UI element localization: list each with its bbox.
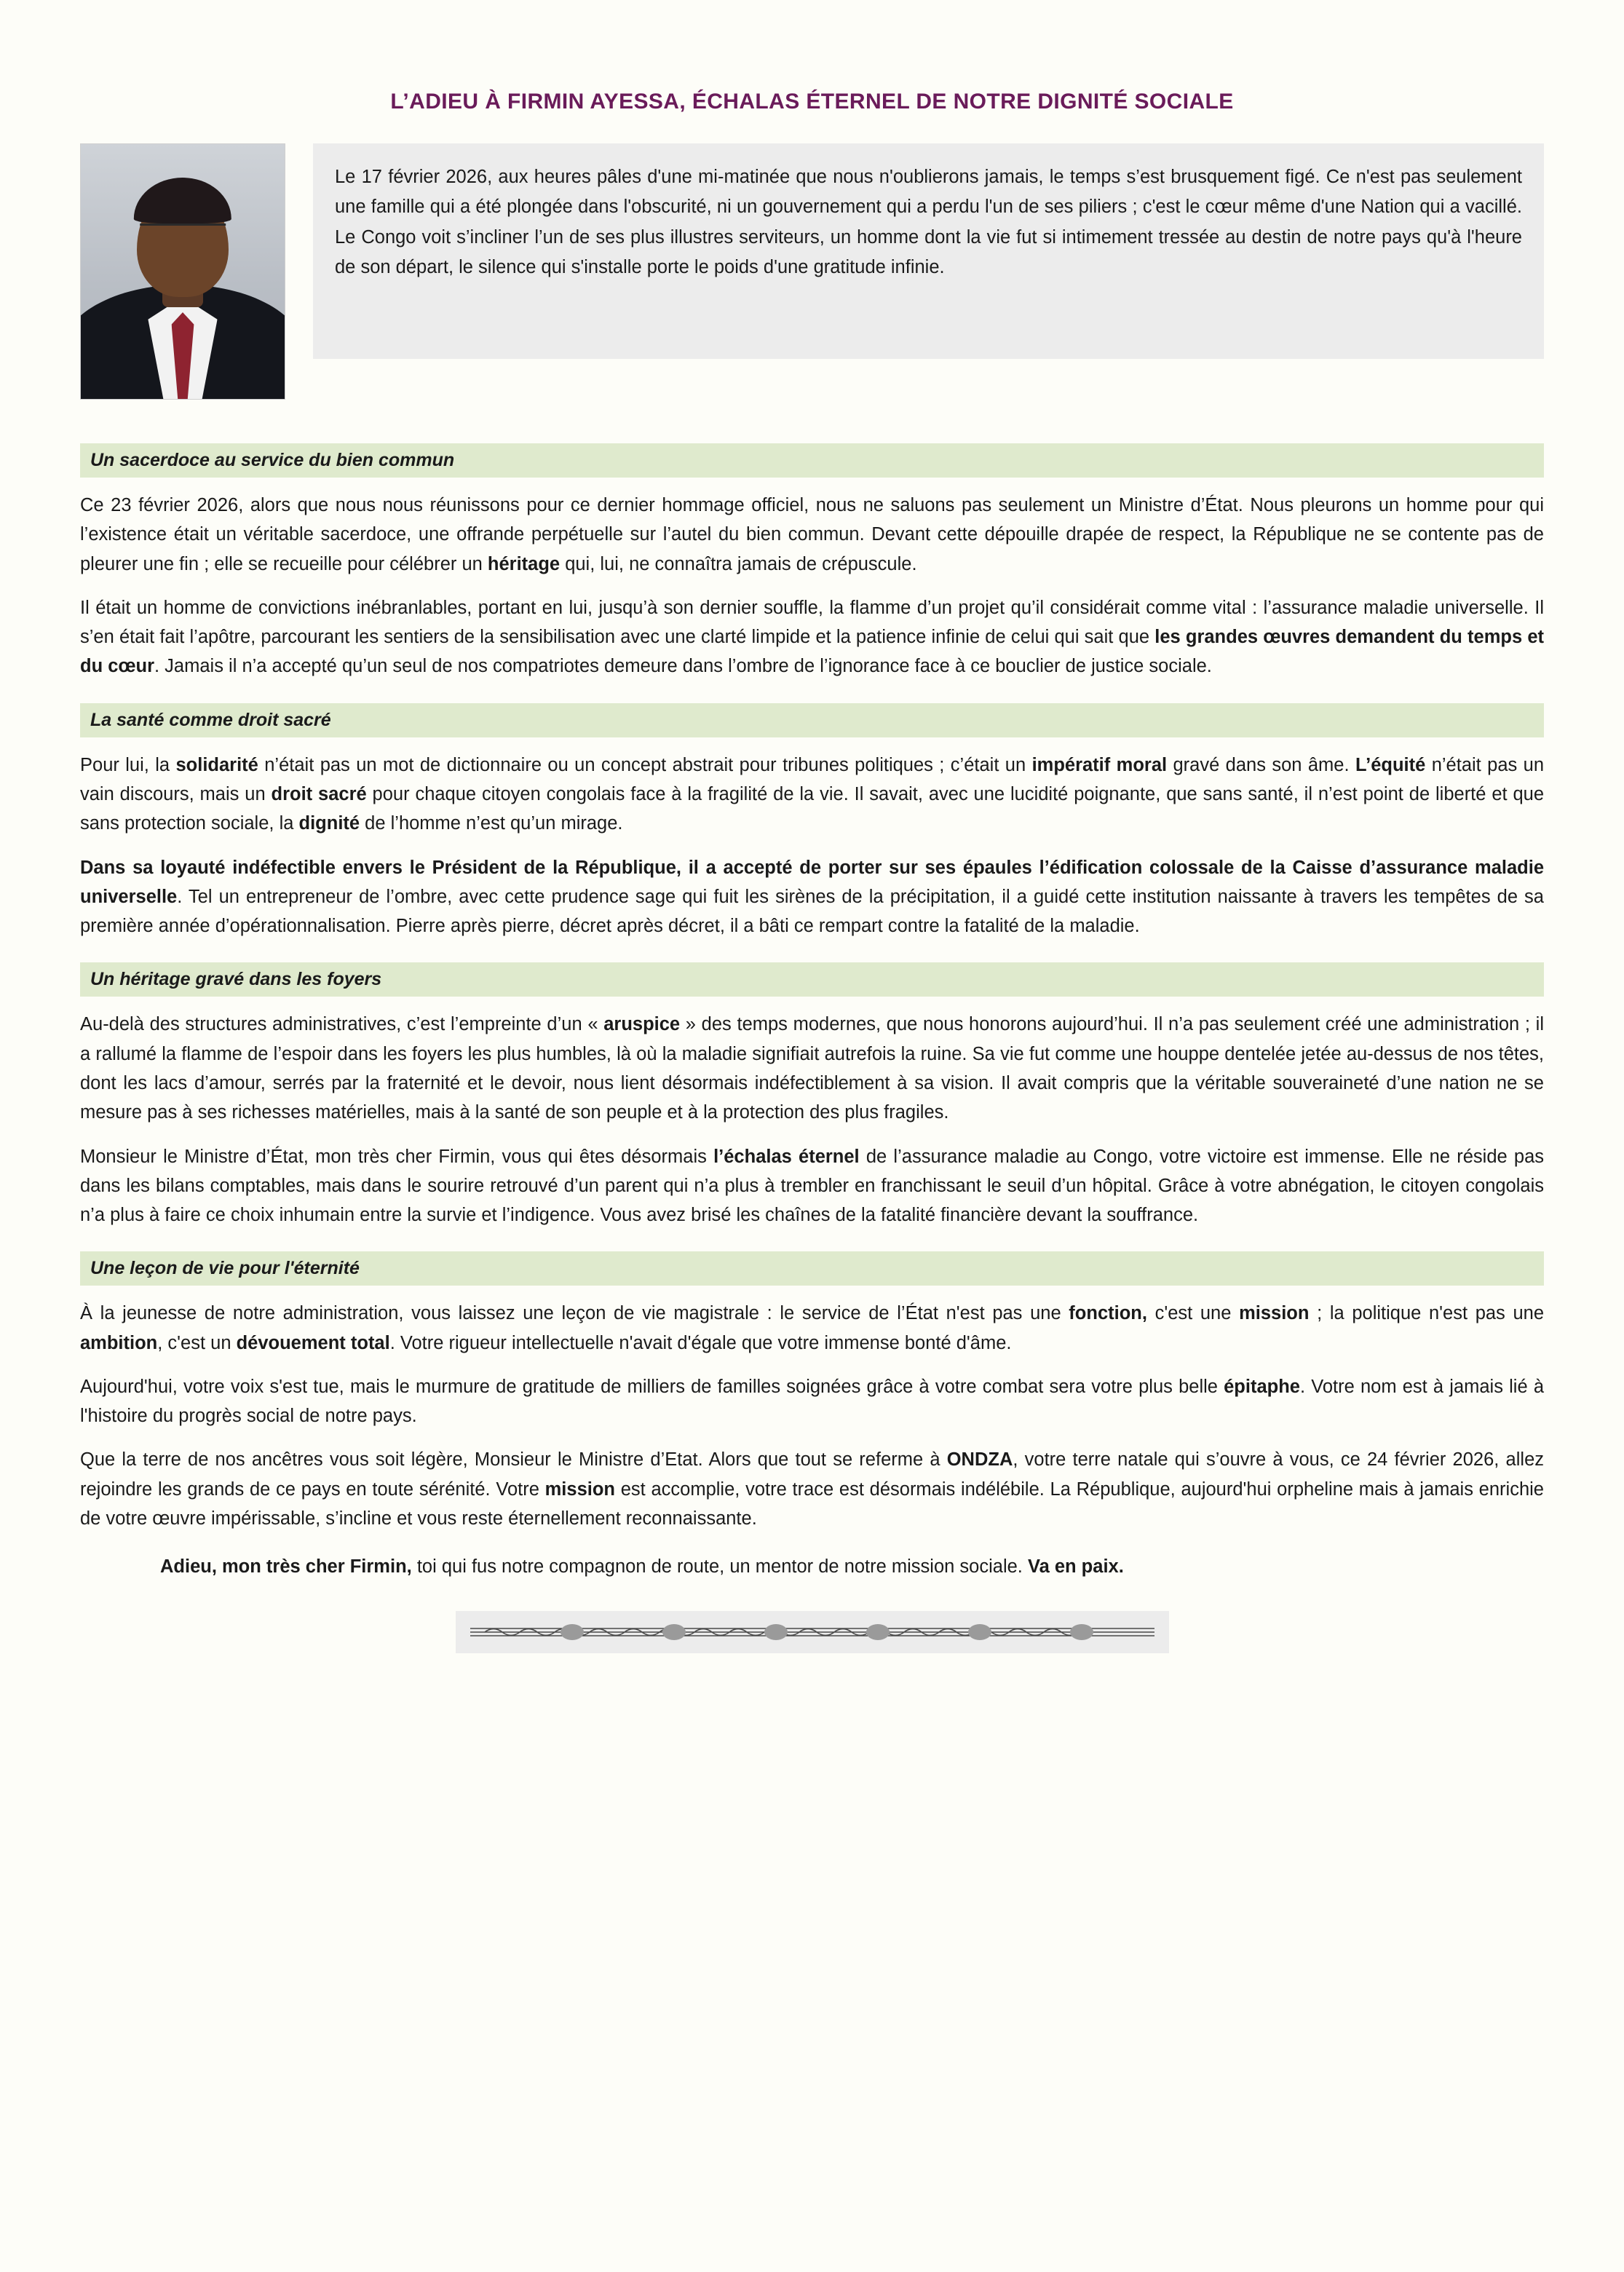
section-heading-2: La santé comme droit sacré [80, 703, 1544, 737]
section-heading-4: Une leçon de vie pour l'éternité [80, 1251, 1544, 1286]
farewell-end: Va en paix. [1027, 1556, 1124, 1578]
glasses-icon [140, 223, 226, 246]
page-title: L’ADIEU À FIRMIN AYESSA, ÉCHALAS ÉTERNEL DE NOTRE DIGNITÉ SOCIALE [390, 90, 1234, 114]
rope-divider [456, 1611, 1169, 1653]
rope-icon [463, 1620, 1162, 1644]
intro-paragraph: Le 17 février 2026, aux heures pâles d'une mi-matinée que nous n'oublierons jamais, le temps s’est brusquement figé. Ce n'est pas seulement une famille qui a été plongée dans l'obscurité, ni un gouvernement qui a perdu l'un de ses piliers ; c'est le cœur même d'une Nation qui a vacillé. Le Congo voit s’incliner l’un de ses plus illustres serviteurs, un homme dont la vie fut si intimement tressée au destin de notre pays qu'à l'heure de son départ, le silence qui s'installe porte le poids d'une gratitude infinie. [313, 143, 1544, 359]
section-4-paragraph-3: Que la terre de nos ancêtres vous soit légère, Monsieur le Ministre d’Etat. Alors que tout se referme à ONDZA, votre terre natale qui s’ouvre à vous, ce 24 février 2026, allez rejoindre les grands de ce pays en toute sérénité. Votre mission est accomplie, votre trace est désormais indélébile. La République, aujourd'hui orpheline mais à jamais enrichie de votre œuvre impérissable, s’incline et vous reste éternellement reconnaissante. [80, 1449, 1544, 1529]
farewell-middle: toi qui fus notre compagnon de route, un mentor de notre mission sociale. [411, 1556, 1028, 1578]
section-1-paragraph-1: Ce 23 février 2026, alors que nous nous réunissons pour ce dernier hommage officiel, nous ne saluons pas seulement un Ministre d’État. Nous pleurons un homme pour qui l’existence était un véritable sacerdoce, une offrande perpétuelle sur l’autel du bien commun. Devant cette dépouille drapée de respect, la République ne se contente pas de pleurer une fin ; elle se recueille pour célébrer un héritage qui, lui, ne connaîtra jamais de crépuscule. [80, 495, 1544, 574]
section-4-paragraph-2: Aujourd'hui, votre voix s'est tue, mais le murmure de gratitude de milliers de familles soignées grâce à votre combat sera votre plus belle épitaphe. Votre nom est à jamais lié à l'histoire du progrès social de notre pays. [80, 1376, 1544, 1427]
farewell-lead: Adieu, mon très cher Firmin, [160, 1556, 412, 1578]
section-2-paragraph-1: Pour lui, la solidarité n’était pas un mot de dictionnaire ou un concept abstrait pour tribunes politiques ; c’était un impératif moral gravé dans son âme. L’équité n’était pas un vain discours, mais un droit sacré pour chaque citoyen congolais face à la fragilité de la vie. Il savait, avec une lucidité poignante, que sans santé, il n’est point de liberté et que sans protection sociale, la dignité de l’homme n’est qu’un mirage. [80, 754, 1545, 834]
section-2-paragraph-2: Dans sa loyauté indéfectible envers le Président de la République, il a accepté de porter sur ses épaules l’édification colossale de la Caisse d’assurance maladie universelle. Tel un entrepreneur de l’ombre, avec cette prudence sage qui fuit les sirènes de la précipitation, il a guidé cette institution naissante à travers les tempêtes de sa première année d’opérationnalisation. Pierre après pierre, décret après décret, il a bâti ce rempart contre la fatalité de la maladie. [80, 857, 1544, 937]
section-heading-1: Un sacerdoce au service du bien commun [80, 443, 1544, 478]
section-heading-3: Un héritage gravé dans les foyers [80, 962, 1544, 997]
intro-block [80, 143, 1544, 400]
section-1-paragraph-2: Il était un homme de convictions inébranlables, portant en lui, jusqu’à son dernier souffle, la flamme d’un projet qu’il considérait comme vital : l’assurance maladie universelle. Il s’en était fait l’apôtre, parcourant les sentiers de la sensibilisation avec une clarté limpide et la patience infinie de celui qui sait que les grandes œuvres demandent du temps et du cœur. Jamais il n’a accepté qu’un seul de nos compatriotes demeure dans l’ombre de l’ignorance face à ce bouclier de justice sociale. [80, 597, 1545, 677]
section-3-paragraph-1: Au-delà des structures administratives, c’est l’empreinte d’un « aruspice » des temps modernes, que nous honorons aujourd’hui. Il n’a pas seulement créé une administration ; il a rallumé la flamme de l’espoir dans les foyers les plus humbles, là où la maladie signifiait autrefois la ruine. Sa vie fut comme une houppe dentelée jetée au-dessus de nos têtes, dont les lacs d’amour, serrés par la fraternité et le devoir, nous lient désormais indéfectiblement à sa vision. Il avait compris que la véritable souveraineté d’une nation ne se mesure pas à ses richesses matérielles, mais à la santé de son peuple et à la protection des plus fragiles. [80, 1014, 1545, 1123]
portrait-photo [80, 143, 285, 400]
section-4-paragraph-1: À la jeunesse de notre administration, vous laissez une leçon de vie magistrale : le service de l’État n'est pas une fonction, c'est une mission ; la politique n'est pas une ambition, c'est un dévouement total. Votre rigueur intellectuelle n'avait d'égale que votre immense bonté d'âme. [80, 1303, 1545, 1353]
section-3-paragraph-2: Monsieur le Ministre d’État, mon très cher Firmin, vous qui êtes désormais l’échalas éternel de l’assurance maladie au Congo, votre victoire est immense. Elle ne réside pas dans les bilans comptables, mais dans le sourire retrouvé d’un parent qui n’a plus à trembler en franchissant le seuil d’un hôpital. Grâce à votre abnégation, le citoyen congolais n’a plus à faire ce choix inhumain entre la survie et l’indigence. Vous avez brisé les chaînes de la fatalité financière devant la souffrance. [80, 1146, 1545, 1226]
farewell-line [80, 1552, 1544, 1581]
